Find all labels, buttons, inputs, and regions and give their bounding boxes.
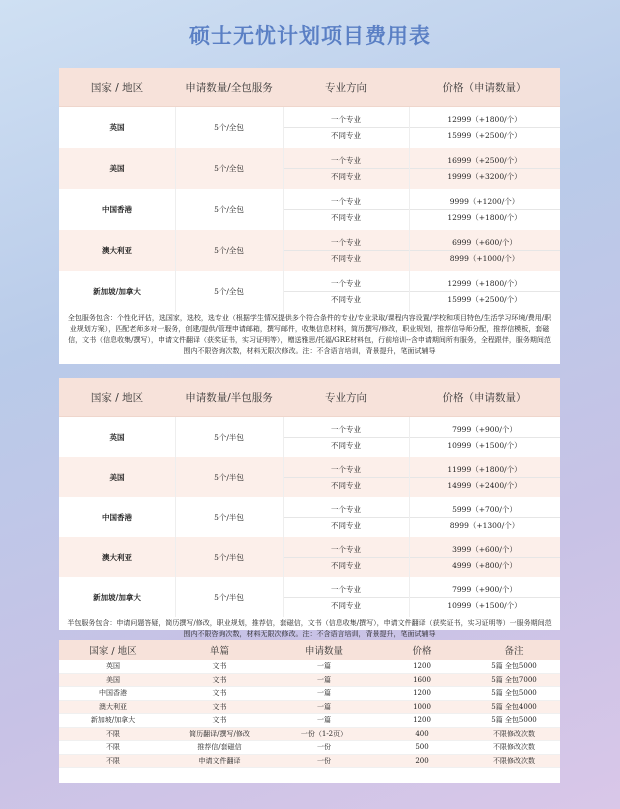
row-note: 5篇 全包5000 [468,714,560,728]
option-line [283,276,560,291]
row-country: 新加坡/加拿大 [93,287,141,296]
row-country: 美国 [109,164,125,173]
table-row [59,537,560,577]
divider [409,189,410,230]
row-country: 澳大利亚 [102,246,132,255]
option-line [283,209,560,225]
row-quantity: 一份 [272,754,376,768]
header-price: 价格（申请数量） [442,81,527,94]
option-line [283,291,560,307]
option-direction: 不同专业 [331,480,361,490]
option-price: 6999（+600/个） [452,238,517,247]
header-service: 申请数量/半包服务 [185,391,273,404]
divider [175,577,176,617]
option-line [283,422,560,437]
row-options [283,497,560,537]
divider [283,107,284,148]
row-country: 不限 [59,727,167,741]
option-line [283,235,560,250]
row-price: 1200 [376,660,468,673]
divider [175,271,176,312]
option-line [283,250,560,266]
divider [175,230,176,271]
row-service: 5个/半包 [214,512,244,522]
row-service: 5个/半包 [214,552,244,562]
divider [409,148,410,189]
option-direction: 一个专业 [331,279,361,288]
row-options [283,457,560,497]
full-rows [59,107,560,312]
divider [175,457,176,497]
row-item: 文书 [167,660,272,673]
option-direction: 不同专业 [331,172,361,181]
row-item: 文书 [167,673,272,687]
row-country: 中国香港 [102,512,132,522]
divider [409,537,410,577]
row-country: 中国香港 [102,205,132,214]
row-item: 文书 [167,700,272,714]
table-header [59,68,560,107]
divider [409,271,410,312]
option-price: 8999（+1300/个） [449,520,520,530]
row-options [283,577,560,617]
row-service: 5个/全包 [214,164,244,173]
row-quantity: 一篇 [272,714,376,728]
divider [283,230,284,271]
table-row [59,700,560,714]
table-row [59,754,560,768]
option-direction: 不同专业 [331,440,361,450]
option-direction: 不同专业 [331,131,361,140]
page-title: 硕士无忧计划项目费用表 [189,24,431,48]
row-service: 5个/半包 [214,432,244,442]
header-quantity: 申请数量 [272,640,376,660]
divider [175,417,176,457]
option-price: 16999（+2500/个） [447,156,522,165]
divider [175,107,176,148]
divider [175,497,176,537]
row-options [283,107,560,148]
table-header [59,378,560,417]
row-item: 简历翻译/撰写/修改 [167,727,272,741]
row-country: 美国 [59,673,167,687]
row-item: 推荐信/套磁信 [167,741,272,755]
row-note: 5篇 全包7000 [468,673,560,687]
option-price: 15999（+2500/个） [447,131,522,140]
table-row [59,417,560,457]
header-country: 国家 / 地区 [90,391,144,404]
row-country: 英国 [109,432,125,442]
row-country: 英国 [109,123,125,132]
table-row [59,271,560,312]
option-line [283,153,560,168]
header-price: 价格（申请数量） [442,391,527,404]
option-line [283,517,560,533]
row-item: 文书 [167,714,272,728]
row-price: 1000 [376,700,468,714]
table-row [59,497,560,537]
single-service-table [59,640,560,783]
divider [283,148,284,189]
option-price: 10999（+1500/个） [447,440,522,450]
row-note: 不限修改次数 [468,727,560,741]
row-quantity: 一篇 [272,673,376,687]
divider [409,457,410,497]
divider [409,107,410,148]
header-service: 申请数量/全包服务 [185,81,273,94]
option-price: 11999（+1800/个） [447,464,522,474]
row-price: 200 [376,754,468,768]
header-direction: 专业方向 [325,391,367,404]
row-options [283,148,560,189]
row-quantity: 一篇 [272,700,376,714]
option-direction: 不同专业 [331,600,361,610]
option-line [283,557,560,573]
row-price: 500 [376,741,468,755]
row-country: 不限 [59,754,167,768]
option-price: 19999（+3200/个） [447,172,522,181]
option-direction: 一个专业 [331,584,361,594]
option-direction: 一个专业 [331,424,361,434]
option-line [283,112,560,127]
row-quantity: 一篇 [272,687,376,701]
option-price: 7999（+900/个） [452,424,517,434]
header-item: 单篇 [167,640,272,660]
row-country: 中国香港 [59,687,167,701]
option-direction: 一个专业 [331,544,361,554]
divider [409,417,410,457]
row-options [283,189,560,230]
row-country: 澳大利亚 [102,552,132,562]
option-direction: 一个专业 [331,238,361,247]
row-service: 5个/全包 [214,246,244,255]
row-options [283,537,560,577]
row-country: 不限 [59,741,167,755]
table-row [59,741,560,755]
divider [175,537,176,577]
row-service: 5个/半包 [214,472,244,482]
header-direction: 专业方向 [325,81,367,94]
table-row [59,577,560,617]
option-line [283,477,560,493]
row-item: 申请文件翻译 [167,754,272,768]
half-rows [59,417,560,617]
option-price: 5999（+700/个） [452,504,517,514]
option-direction: 不同专业 [331,254,361,263]
row-options [283,417,560,457]
table-row [59,727,560,741]
option-line [283,462,560,477]
full-service-note: 全包服务包含：个性化评估，选国家，选校，选专业（根据学生情况提供多个符合条件的专业/专业录取/课程内容设置/学校和项目特色/生活学习环境/费用/职业规划方案），匹配老师多对一服务，创建/提供/管理申请邮箱，撰写邮件，收集信息材料，简历撰写/修改，职业规划，推荐信导师分配，推荐信模板，套磁信，文书（信息收集/撰写），申请文件翻译（获奖证书，实习证明等），赠送雅思/托福/GRE材料包，行前培训--含申请期间所有服务，全程跟伴，服务期间范围内不限咨询次数，材料无限次修改。注：不含语言培训，背景提升，笔面试辅导 [67,314,552,355]
row-country: 澳大利亚 [59,700,167,714]
option-direction: 一个专业 [331,115,361,124]
divider [175,148,176,189]
option-direction: 不同专业 [331,213,361,222]
row-note: 5篇 全包5000 [468,660,560,673]
row-service: 5个/半包 [214,592,244,602]
divider [175,189,176,230]
option-direction: 不同专业 [331,295,361,304]
row-quantity: 一篇 [272,660,376,673]
divider [283,497,284,537]
option-price: 9999（+1200/个） [449,197,520,206]
option-price: 12999（+1800/个） [447,213,522,222]
row-options [283,271,560,312]
row-country: 英国 [59,660,167,673]
row-options [283,230,560,271]
divider [283,271,284,312]
row-quantity: 一份（1-2页） [272,727,376,741]
option-line [283,582,560,597]
option-price: 7999（+900/个） [452,584,517,594]
row-price: 1600 [376,673,468,687]
option-price: 14999（+2400/个） [447,480,522,490]
table-row [59,714,560,728]
full-service-table [59,68,560,364]
option-price: 8999（+1000/个） [449,254,520,263]
option-line [283,127,560,143]
option-direction: 不同专业 [331,520,361,530]
table-row [59,673,560,687]
row-service: 5个/全包 [214,205,244,214]
single-table [59,640,560,768]
table-row [59,148,560,189]
row-country: 新加坡/加拿大 [93,592,141,602]
row-item: 文书 [167,687,272,701]
divider [409,230,410,271]
option-direction: 一个专业 [331,464,361,474]
option-price: 12999（+1800/个） [447,115,522,124]
option-line [283,542,560,557]
row-note: 不限修改次数 [468,741,560,755]
option-line [283,168,560,184]
header-note: 备注 [468,640,560,660]
option-line [283,194,560,209]
option-price: 3999（+600/个） [452,544,517,554]
table-row [59,107,560,148]
row-country: 美国 [109,472,125,482]
row-country: 新加坡/加拿大 [59,714,167,728]
option-price: 4999（+800/个） [452,560,517,570]
divider [283,537,284,577]
half-service-note: 半包服务包含：申请问题答疑，简历撰写/修改，职业规划，推荐信，套磁信，文书（信息收集/撰写），申请文件翻译（获奖证书，实习证明等）一服务期间范围内不限咨询次数，材料无限次修改。注：不含语言培训，背景提升，笔面试辅导 [67,619,552,638]
option-price: 12999（+1800/个） [447,279,522,288]
option-direction: 不同专业 [331,560,361,570]
table-row [59,660,560,673]
option-direction: 一个专业 [331,156,361,165]
row-price: 1200 [376,687,468,701]
option-direction: 一个专业 [331,504,361,514]
row-price: 400 [376,727,468,741]
option-price: 10999（+1500/个） [447,600,522,610]
row-quantity: 一份 [272,741,376,755]
divider [409,497,410,537]
header-price: 价格 [376,640,468,660]
header-country: 国家 / 地区 [59,640,167,660]
option-line [283,502,560,517]
table-row [59,189,560,230]
divider [283,189,284,230]
header-country: 国家 / 地区 [90,81,144,94]
table-header [59,640,560,660]
option-direction: 一个专业 [331,197,361,206]
row-service: 5个/全包 [214,287,244,296]
row-note: 不限修改次数 [468,754,560,768]
divider [283,577,284,617]
row-note: 5篇 全包5000 [468,687,560,701]
divider [283,457,284,497]
option-line [283,597,560,613]
row-service: 5个/全包 [214,123,244,132]
table-row [59,457,560,497]
half-service-table [59,378,560,638]
option-price: 15999（+2500/个） [447,295,522,304]
divider [283,417,284,457]
row-note: 5篇 全包4000 [468,700,560,714]
table-row [59,687,560,701]
row-price: 1200 [376,714,468,728]
option-line [283,437,560,453]
table-row [59,230,560,271]
divider [409,577,410,617]
